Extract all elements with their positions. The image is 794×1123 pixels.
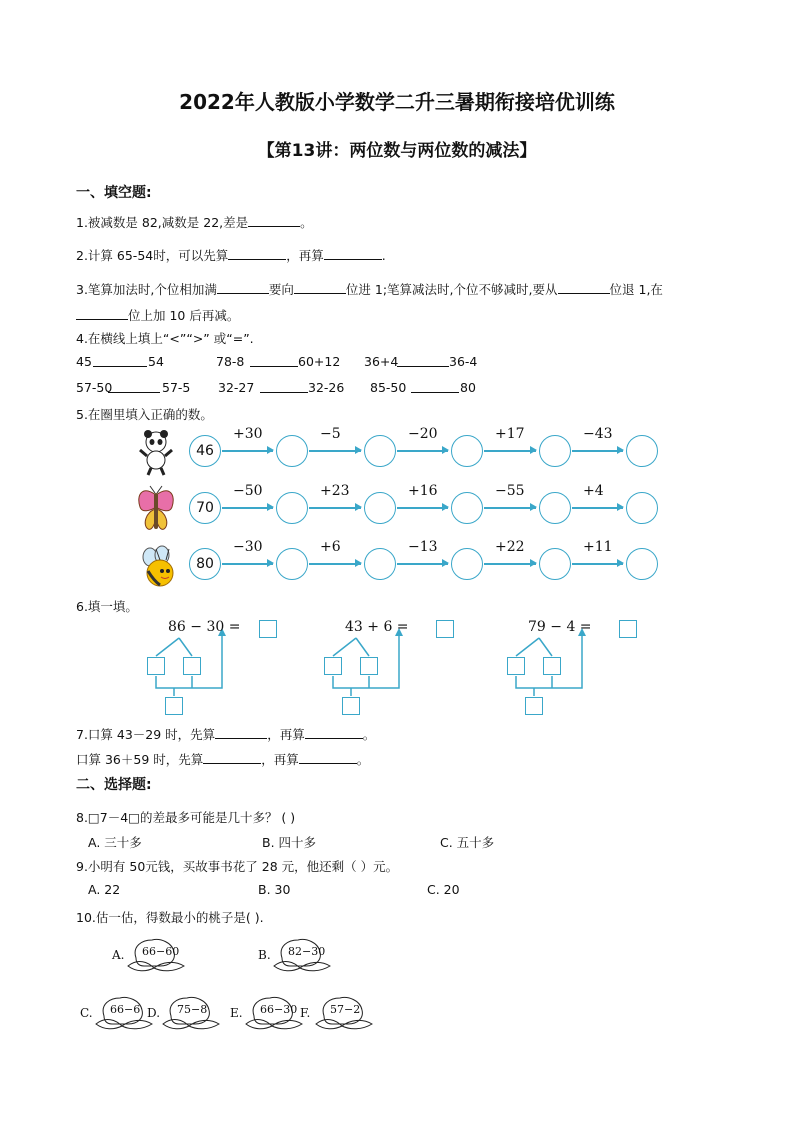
- compare-left: 57-50: [76, 380, 113, 395]
- question-3-text: 位上加 10 后再减。: [128, 308, 240, 323]
- peach-option-letter[interactable]: D.: [147, 1006, 161, 1020]
- question-8: 8.□7－4□的差最多可能是几十多？ ( ): [76, 810, 296, 825]
- result-box[interactable]: [436, 620, 454, 638]
- answer-blank[interactable]: [397, 354, 449, 367]
- operation-label: +17: [495, 426, 525, 442]
- compare-right: 80: [460, 380, 476, 395]
- answer-blank[interactable]: [93, 354, 147, 367]
- flow-arrow: [484, 450, 536, 452]
- result-box[interactable]: [619, 620, 637, 638]
- answer-circle[interactable]: [276, 492, 308, 524]
- page-title: 2022年人教版小学数学二升三暑期衔接培优训练: [179, 90, 615, 114]
- answer-blank[interactable]: [411, 380, 459, 393]
- question-6: 6.填一填。: [76, 599, 138, 614]
- answer-blank[interactable]: [305, 726, 363, 739]
- peach-option-letter[interactable]: C.: [80, 1006, 93, 1020]
- answer-circle[interactable]: [364, 492, 396, 524]
- flow-row: [132, 428, 672, 480]
- equation: 86 − 30 =: [168, 619, 241, 635]
- compare-left: 85-50: [370, 380, 407, 395]
- peach-expression: 66−30: [260, 1003, 298, 1016]
- split-box[interactable]: [324, 657, 342, 675]
- operation-label: +4: [583, 483, 604, 499]
- answer-circle[interactable]: [626, 435, 658, 467]
- operation-label: −43: [583, 426, 613, 442]
- question-3-line-2: [76, 306, 239, 324]
- question-3-line-1: [76, 280, 663, 298]
- question-7-text: 口算 36＋59 时，先算: [76, 752, 204, 767]
- flow-arrow: [572, 563, 623, 565]
- question-3-text: 位进 1;笔算减法时,个位不够减时,要从: [345, 282, 558, 297]
- answer-blank[interactable]: [250, 354, 298, 367]
- answer-circle[interactable]: [451, 435, 483, 467]
- question-1-end: 。: [300, 215, 313, 230]
- answer-blank[interactable]: [260, 380, 308, 393]
- flow-arrow: [484, 507, 536, 509]
- question-1-text: 1.被减数是 82,减数是 22,差是: [76, 215, 249, 230]
- answer-blank[interactable]: [324, 247, 382, 260]
- option-a[interactable]: A. 22: [88, 882, 121, 897]
- question-7-text: ，再算: [267, 727, 305, 742]
- flow-row: [132, 485, 672, 537]
- flow-arrow: [309, 563, 361, 565]
- question-9: 9.小明有 50元钱，买故事书花了 28 元，他还剩（ ）元。: [76, 859, 399, 874]
- operation-label: +23: [320, 483, 350, 499]
- answer-circle[interactable]: [451, 548, 483, 580]
- section-choice-title: 二、选择题:: [76, 777, 152, 793]
- operation-label: +6: [320, 539, 341, 555]
- split-box[interactable]: [543, 657, 561, 675]
- answer-circle[interactable]: [276, 435, 308, 467]
- answer-circle[interactable]: [276, 548, 308, 580]
- split-box[interactable]: [507, 657, 525, 675]
- compare-right: 54: [148, 354, 164, 369]
- compare-right: 60+12: [298, 354, 341, 369]
- answer-blank[interactable]: [215, 726, 267, 739]
- question-3-text: 要向: [268, 282, 294, 297]
- operation-label: −13: [408, 539, 438, 555]
- compare-left: 36+4: [364, 354, 399, 369]
- question-7-text: ，再算: [261, 752, 299, 767]
- operation-label: −20: [408, 426, 438, 442]
- flow-arrow: [222, 450, 273, 452]
- flow-arrow: [572, 507, 623, 509]
- answer-circle[interactable]: [539, 435, 571, 467]
- flow-arrow: [222, 563, 273, 565]
- peach-expression: 57−2: [330, 1003, 361, 1016]
- peach-expression: 75−8: [177, 1003, 208, 1016]
- question-1: [76, 213, 313, 231]
- compare-right: 36-4: [449, 354, 478, 369]
- butterfly-icon: [136, 485, 176, 533]
- bee-icon: [136, 541, 176, 589]
- panda-icon: [136, 428, 176, 476]
- question-2-mid: ，再算: [286, 248, 324, 263]
- start-number-circle: 80: [189, 548, 221, 580]
- compare-left: 45: [76, 354, 92, 369]
- answer-circle[interactable]: [626, 548, 658, 580]
- question-5: 5.在圈里填入正确的数。: [76, 407, 213, 422]
- option-c[interactable]: C. 五十多: [440, 835, 495, 850]
- question-7-line-1: [76, 725, 375, 743]
- question-7-text: 。: [362, 727, 376, 742]
- peach-expression: 66−60: [142, 945, 180, 958]
- option-a[interactable]: A. 三十多: [88, 835, 142, 850]
- question-2-end: .: [381, 248, 386, 263]
- option-b[interactable]: B. 30: [258, 882, 291, 897]
- operation-label: +16: [408, 483, 438, 499]
- start-number-circle: 70: [189, 492, 221, 524]
- section-fill-blank-title: 一、填空题:: [76, 185, 152, 201]
- peach-option-letter[interactable]: A.: [112, 948, 125, 962]
- partial-result-box[interactable]: [525, 697, 543, 715]
- question-2: [76, 246, 386, 264]
- start-number-circle: 46: [189, 435, 221, 467]
- answer-blank[interactable]: [294, 281, 346, 294]
- answer-circle[interactable]: [451, 492, 483, 524]
- operation-label: −50: [233, 483, 263, 499]
- answer-circle[interactable]: [626, 492, 658, 524]
- operation-label: −30: [233, 539, 263, 555]
- answer-blank[interactable]: [217, 281, 269, 294]
- operation-label: +22: [495, 539, 525, 555]
- answer-blank[interactable]: [108, 380, 160, 393]
- answer-blank[interactable]: [299, 751, 357, 764]
- question-7-text: 。: [356, 752, 370, 767]
- peach-expression: 66−6: [110, 1003, 141, 1016]
- operation-label: +30: [233, 426, 263, 442]
- operation-label: +11: [583, 539, 613, 555]
- split-box[interactable]: [183, 657, 201, 675]
- answer-circle[interactable]: [539, 492, 571, 524]
- compare-right: 32-26: [308, 380, 345, 395]
- flow-arrow: [222, 507, 273, 509]
- peach-option-letter[interactable]: F.: [300, 1006, 311, 1020]
- answer-blank[interactable]: [248, 214, 300, 227]
- partial-result-box[interactable]: [165, 697, 183, 715]
- operation-label: −5: [320, 426, 341, 442]
- peach-option-letter[interactable]: B.: [258, 948, 271, 962]
- split-box[interactable]: [360, 657, 378, 675]
- compare-left: 32-27: [218, 380, 255, 395]
- question-10: 10.估一估，得数最小的桃子是( ).: [76, 910, 264, 925]
- compare-left: 78-8: [216, 354, 245, 369]
- flow-arrow: [309, 507, 361, 509]
- operation-label: −55: [495, 483, 525, 499]
- question-4: 4.在横线上填上“<”“>” 或“=”.: [76, 331, 254, 346]
- flow-row: [132, 541, 672, 593]
- answer-blank[interactable]: [558, 281, 610, 294]
- answer-circle[interactable]: [539, 548, 571, 580]
- answer-circle[interactable]: [364, 435, 396, 467]
- peach-expression: 82−30: [288, 945, 326, 958]
- flow-arrow: [397, 563, 448, 565]
- compare-right: 57-5: [162, 380, 191, 395]
- question-2-text: 2.计算 65-54时，可以先算: [76, 248, 229, 263]
- answer-blank[interactable]: [76, 307, 128, 320]
- question-3-text: 3.笔算加法时,个位相加满: [76, 282, 217, 297]
- peach-option-letter[interactable]: E.: [230, 1006, 243, 1020]
- option-b[interactable]: B. 四十多: [262, 835, 317, 850]
- flow-arrow: [397, 450, 448, 452]
- answer-blank[interactable]: [203, 751, 261, 764]
- flow-arrow: [397, 507, 448, 509]
- question-7-line-2: [76, 750, 369, 768]
- answer-blank[interactable]: [228, 247, 286, 260]
- flow-arrow: [484, 563, 536, 565]
- question-7-text: 7.口算 43－29 时，先算: [76, 727, 216, 742]
- answer-circle[interactable]: [364, 548, 396, 580]
- option-c[interactable]: C. 20: [427, 882, 460, 897]
- flow-arrow: [572, 450, 623, 452]
- equation: 43 + 6 =: [345, 619, 409, 635]
- result-box[interactable]: [259, 620, 277, 638]
- equation: 79 − 4 =: [528, 619, 592, 635]
- split-box[interactable]: [147, 657, 165, 675]
- lesson-subtitle: 【第13讲：两位数与两位数的减法】: [257, 141, 537, 161]
- partial-result-box[interactable]: [342, 697, 360, 715]
- question-3-text: 位退 1,在: [609, 282, 663, 297]
- flow-arrow: [309, 450, 361, 452]
